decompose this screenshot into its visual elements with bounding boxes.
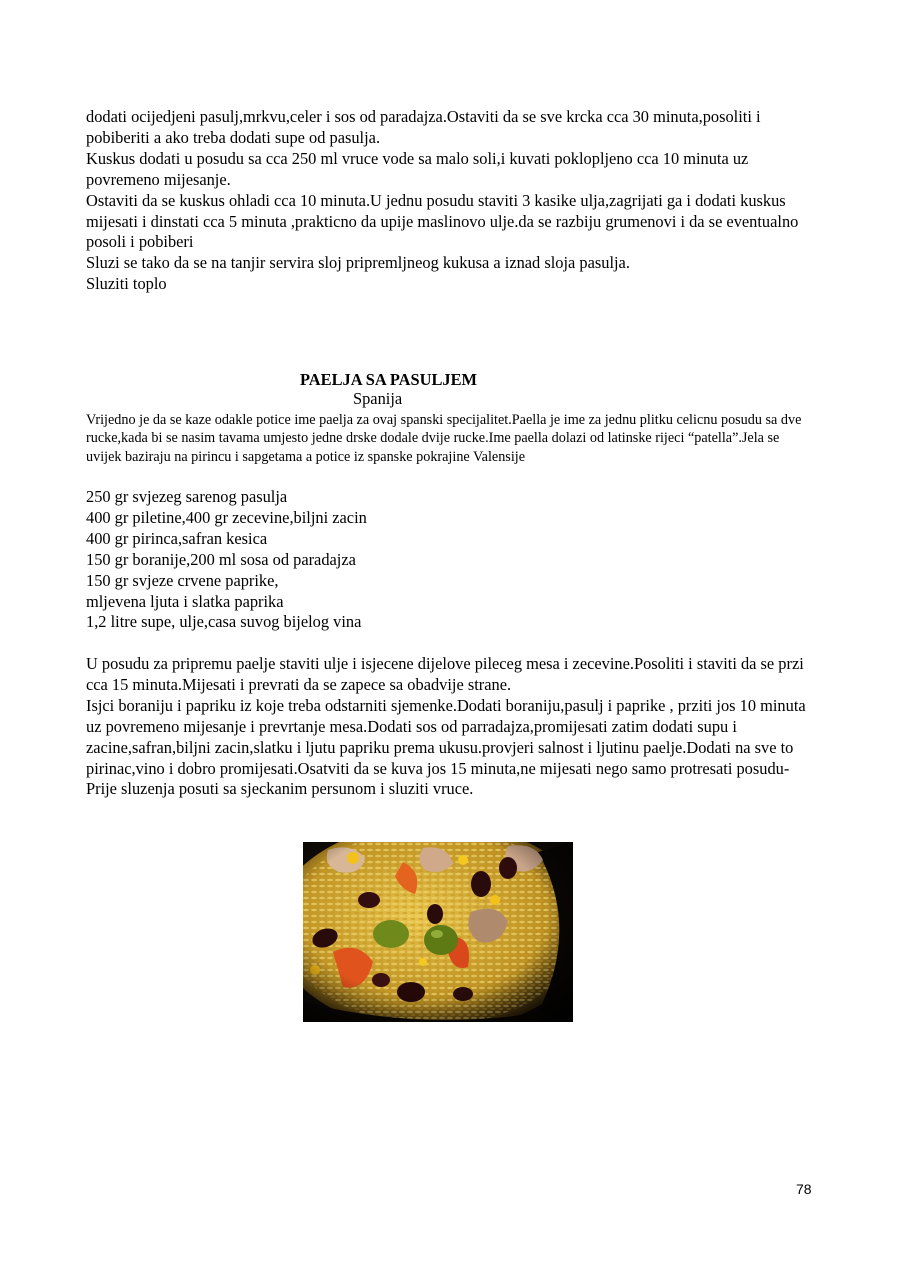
paella-photo (303, 842, 573, 1022)
method-text (86, 654, 816, 800)
ingredient-item: 150 gr svjeze crvene paprike, (86, 570, 279, 590)
intro-paragraph: Kuskus dodati u posudu sa cca 250 ml vruce vode sa malo soli,i kuvati poklopljeno cca 10 minuta uz povremeno mijesanje. (86, 148, 749, 189)
intro-paragraph: Sluzi se tako da se na tanjir servira sloj pripremljneog kukusa a iznad sloja pasulja. (86, 253, 630, 273)
ingredient-item: 1,2 litre supe, ulje,casa suvog bijelog vina (86, 612, 362, 632)
method-paragraph: Prije sluzenja posuti sa sjeckanim persunom i sluziti vruce. (86, 779, 474, 799)
ingredient-item: 150 gr boranije,200 ml sosa od paradajza (86, 549, 356, 569)
method-paragraph: U posudu za pripremu paelje staviti ulje i isjecene dijelove pileceg mesa i zecevine.Posoliti i staviti da se przi cca 15 minuta.Mijesati i prevrati da se zapece sa obadvije strane. (86, 654, 804, 694)
ingredient-item: 400 gr pirinca,safran kesica (86, 528, 268, 548)
photo-vignette (303, 842, 573, 1022)
intro-paragraph: Ostaviti da se kuskus ohladi cca 10 minuta.U jednu posudu staviti 3 kasike ulja,zagrijati ga i dodati kuskus mijesati i dinstati cca 5 minuta ,prakticno da upije maslinovo ulje.da se razbiju grumenovi i da se eventualno posoli i pobiberi (86, 190, 799, 252)
method-paragraph: Isjci boraniju i papriku iz koje treba odstarniti sjemenke.Dodati boraniju,pasulj i paprike , prziti jos 10 minuta uz povremeno mijesanje i prevrtanje mesa.Dodati sos od parradajza,promijesati zatim dodati supu i zacine,safran,biljni zacin,slatku i ljutu papriku prema ukusu.provjeri salnost i ljutinu paelje.Dodati na sve to pirinac,vino i dobro promijesati.Osatviti da se kuva jos 15 minuta,ne mijesati nego samo protresati posudu- (86, 695, 806, 778)
page-number: 78 (796, 1181, 812, 1197)
ingredient-item: 250 gr svjezeg sarenog pasulja (86, 487, 288, 506)
intro-paragraph: Sluziti toplo (86, 274, 167, 294)
paella-dish-photo-icon (303, 842, 573, 1022)
recipe-title: PAELJA SA PASULJEM (300, 370, 477, 389)
ingredient-list (86, 487, 816, 633)
recipe-description: Vrijedno je da se kaze odakle potice ime paelja za ovaj spanski specijalitet.Paella je ime za jednu plitku celicnu posudu sa dve rucke,kada bi se nasim tavama umjesto jedne drske dodale dvije rucke.Ime paella dolazi od latinske rijeci “patella”.Jela se uvijek baziraju na pirincu i sapgetama a potice iz spanske pokrajine Valensije (86, 412, 802, 465)
intro-text (86, 107, 816, 295)
ingredient-item: mljevena ljuta i slatka paprika (86, 591, 284, 611)
recipe-subtitle: Spanija (353, 389, 403, 408)
intro-paragraph: dodati ocijedjeni pasulj,mrkvu,celer i sos od paradajza.Ostaviti da se sve krcka cca 30 minuta,posoliti i pobiberiti a ako treba dodati supe od pasulja. (86, 107, 761, 147)
ingredient-item: 400 gr piletine,400 gr zecevine,biljni zacin (86, 507, 367, 527)
